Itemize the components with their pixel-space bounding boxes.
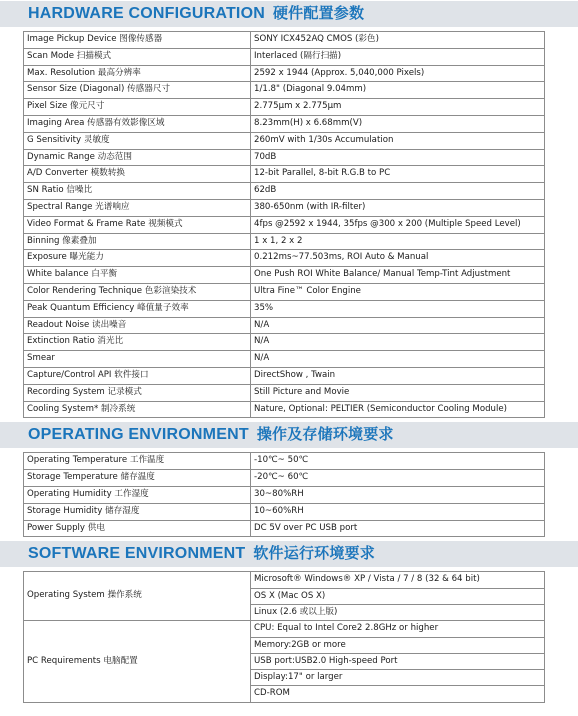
- software-heading-cn: 软件运行环境要求: [253, 545, 375, 563]
- pc-value: Display:17" or larger: [251, 670, 545, 686]
- table-row: [24, 216, 545, 233]
- spec-value: One Push ROI White Balance/ Manual Temp-Tint Adjustment: [251, 267, 545, 284]
- spec-value: -20℃~ 60℃: [251, 470, 545, 487]
- operating-heading: [0, 421, 578, 448]
- spec-label: Storage Temperature 储存温度: [24, 470, 251, 487]
- spec-label: Max. Resolution 最高分辨率: [24, 65, 251, 82]
- spec-value: Ultra Fine™ Color Engine: [251, 283, 545, 300]
- operating-heading-cn: 操作及存储环境要求: [256, 426, 394, 444]
- spec-label: Peak Quantum Efficiency 峰值量子效率: [24, 300, 251, 317]
- table-row: [24, 384, 545, 401]
- spec-value: 35%: [251, 300, 545, 317]
- table-row: [24, 132, 545, 149]
- spec-label: White balance 白平衡: [24, 267, 251, 284]
- spec-value: SONY ICX452AQ CMOS (彩色): [251, 32, 545, 49]
- table-row: [24, 32, 545, 49]
- spec-label: Operating Humidity 工作湿度: [24, 486, 251, 503]
- hardware-heading-cn: 硬件配置参数: [272, 5, 365, 22]
- spec-label: Exposure 曝光能力: [24, 250, 251, 267]
- table-row: [24, 401, 545, 418]
- table-row: [24, 283, 545, 300]
- table-row: [24, 149, 545, 166]
- spec-label: Operating Temperature 工作温度: [24, 453, 251, 470]
- table-row: [24, 367, 545, 384]
- table-row: [24, 82, 545, 99]
- table-row: [24, 65, 545, 82]
- spec-label: Pixel Size 像元尺寸: [24, 99, 251, 116]
- os-value: Linux (2.6 或以上版): [251, 604, 545, 620]
- spec-label: Readout Noise 读出噪音: [24, 317, 251, 334]
- spec-value: 62dB: [251, 183, 545, 200]
- table-row: [24, 300, 545, 317]
- table-row: [24, 453, 545, 470]
- table-row: [24, 351, 545, 368]
- spec-value: 260mV with 1/30s Accumulation: [251, 132, 545, 149]
- spec-label: Cooling System* 制冷系统: [24, 401, 251, 418]
- table-row: [24, 250, 545, 267]
- spec-label: Capture/Control API 软件接口: [24, 367, 251, 384]
- os-value: Microsoft® Windows® XP / Vista / 7 / 8 (32 & 64 bit): [251, 572, 545, 588]
- spec-label: Recording System 记录模式: [24, 384, 251, 401]
- spec-value: Nature, Optional: PELTIER (Semiconductor Cooling Module): [251, 401, 545, 418]
- table-row: [24, 183, 545, 200]
- spec-value: 12-bit Parallel, 8-bit R.G.B to PC: [251, 166, 545, 183]
- table-row: [24, 486, 545, 503]
- spec-label: Storage Humidity 储存湿度: [24, 503, 251, 520]
- spec-label: Video Format & Frame Rate 视频模式: [24, 216, 251, 233]
- spec-value: Still Picture and Movie: [251, 384, 545, 401]
- spec-value: 2.775μm x 2.775μm: [251, 99, 545, 116]
- table-row: [24, 520, 545, 537]
- spec-value: -10℃~ 50℃: [251, 453, 545, 470]
- table-row: [24, 267, 545, 284]
- spec-label: Image Pickup Device 图像传感器: [24, 32, 251, 49]
- software-heading: [0, 540, 578, 567]
- table-row: [24, 470, 545, 487]
- spec-value: DC 5V over PC USB port: [251, 520, 545, 537]
- table-row: [24, 233, 545, 250]
- spec-value: 4fps @2592 x 1944, 35fps @300 x 200 (Multiple Speed Level): [251, 216, 545, 233]
- spec-value: 380-650nm (with IR-filter): [251, 199, 545, 216]
- pc-value: CPU: Equal to Intel Core2 2.8GHz or higher: [251, 621, 545, 637]
- spec-value: 10~60%RH: [251, 503, 545, 520]
- hardware-table: [23, 31, 545, 418]
- spec-value: 30~80%RH: [251, 486, 545, 503]
- spec-value: 70dB: [251, 149, 545, 166]
- spec-value: 8.23mm(H) x 6.68mm(V): [251, 115, 545, 132]
- spec-value: N/A: [251, 351, 545, 368]
- spec-label: Smear: [24, 351, 251, 368]
- spec-label: Binning 像素叠加: [24, 233, 251, 250]
- pc-value: USB port:USB2.0 High-speed Port: [251, 653, 545, 669]
- operating-heading-en: OPERATING ENVIRONMENT: [28, 426, 249, 444]
- pc-value: CD-ROM: [251, 686, 545, 702]
- spec-label: Extinction Ratio 消光比: [24, 334, 251, 351]
- table-row: [24, 99, 545, 116]
- spec-label: G Sensitivity 灵敏度: [24, 132, 251, 149]
- spec-value: 0.212ms~77.503ms, ROI Auto & Manual: [251, 250, 545, 267]
- table-row: [24, 503, 545, 520]
- software-table: [23, 571, 545, 702]
- table-row: [24, 115, 545, 132]
- spec-label: Power Supply 供电: [24, 520, 251, 537]
- operating-table: [23, 452, 545, 537]
- table-row: [24, 199, 545, 216]
- spec-label: SN Ratio 信噪比: [24, 183, 251, 200]
- table-row: [24, 317, 545, 334]
- hardware-heading: [0, 0, 578, 27]
- spec-value: 1 x 1, 2 x 2: [251, 233, 545, 250]
- spec-label: Dynamic Range 动态范围: [24, 149, 251, 166]
- spec-label: Scan Mode 扫描模式: [24, 48, 251, 65]
- spec-label: Sensor Size (Diagonal) 传感器尺寸: [24, 82, 251, 99]
- table-row: [24, 166, 545, 183]
- software-heading-en: SOFTWARE ENVIRONMENT: [28, 545, 246, 563]
- spec-value: N/A: [251, 317, 545, 334]
- os-label: Operating System 操作系统: [24, 572, 251, 621]
- hardware-heading-en: HARDWARE CONFIGURATION: [28, 5, 265, 22]
- spec-label: Imaging Area 传感器有效影像区域: [24, 115, 251, 132]
- spec-label: Color Rendering Technique 色彩渲染技术: [24, 283, 251, 300]
- table-row: [24, 334, 545, 351]
- os-value: OS X (Mac OS X): [251, 588, 545, 604]
- spec-value: 1/1.8" (Diagonal 9.04mm): [251, 82, 545, 99]
- spec-value: DirectShow , Twain: [251, 367, 545, 384]
- spec-value: 2592 x 1944 (Approx. 5,040,000 Pixels): [251, 65, 545, 82]
- pc-label: PC Requirements 电脑配置: [24, 621, 251, 702]
- pc-value: Memory:2GB or more: [251, 637, 545, 653]
- table-row: [24, 48, 545, 65]
- table-row: [24, 572, 545, 588]
- spec-label: Spectral Range 光谱响应: [24, 199, 251, 216]
- spec-label: A/D Converter 模数转换: [24, 166, 251, 183]
- spec-value: Interlaced (隔行扫描): [251, 48, 545, 65]
- table-row: [24, 621, 545, 637]
- spec-value: N/A: [251, 334, 545, 351]
